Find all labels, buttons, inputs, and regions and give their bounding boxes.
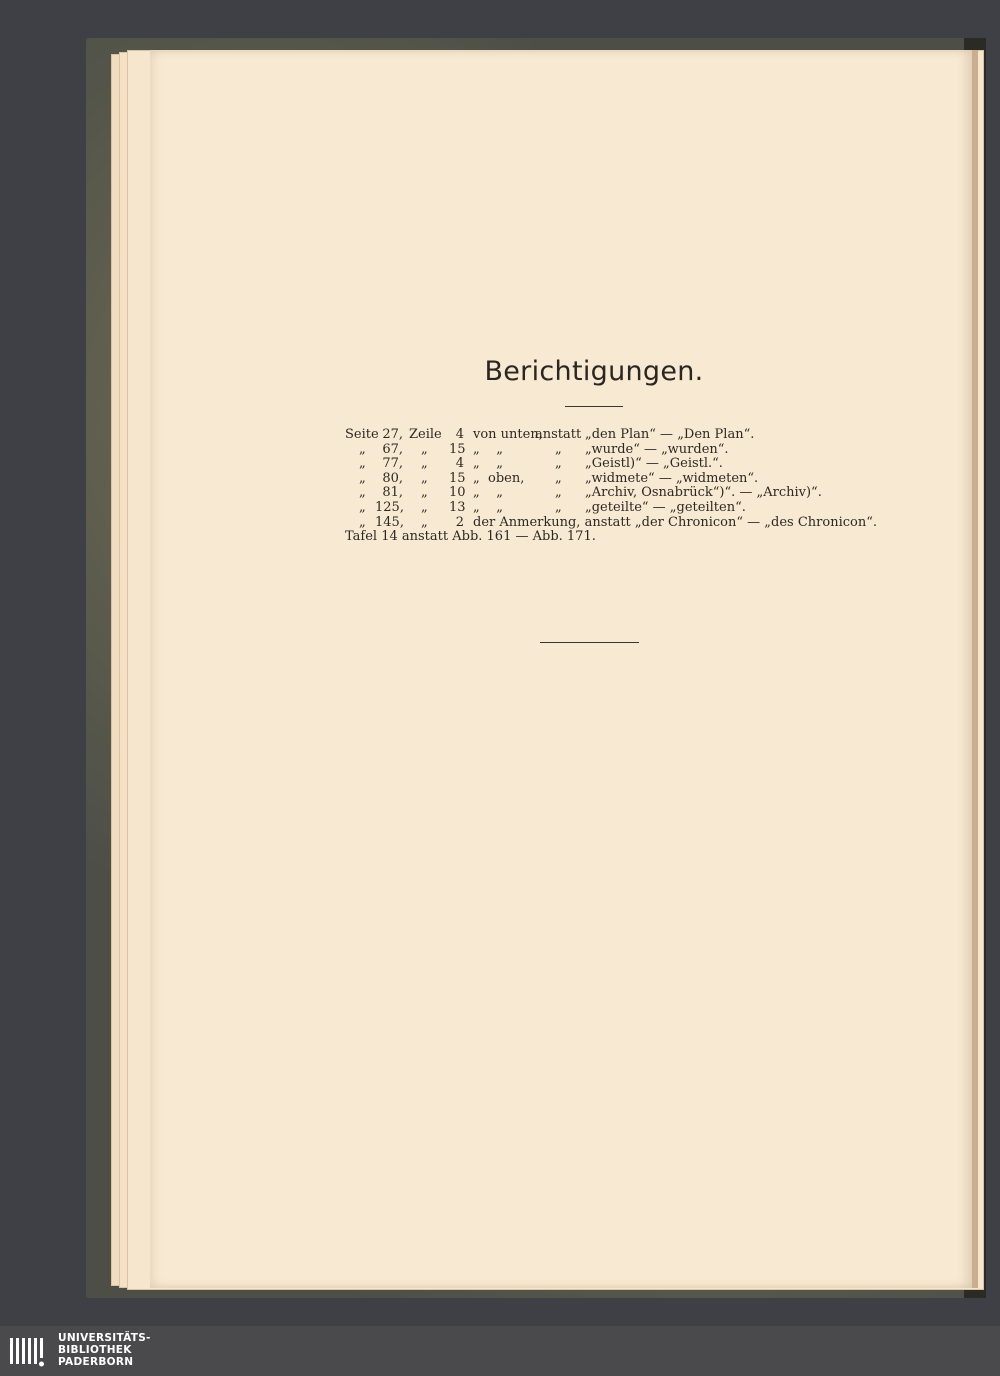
errata-row [345, 486, 905, 501]
page-gutter [972, 50, 978, 1288]
anstatt-label: „ [555, 499, 562, 515]
page-number: 80, [382, 470, 403, 486]
library-line: UNIVERSITÄTS- [58, 1332, 151, 1344]
seite-label: „ [359, 456, 366, 472]
library-footer [0, 1326, 1000, 1376]
errata-row [345, 428, 905, 443]
line-number: 15 [449, 470, 466, 486]
library-name [58, 1332, 151, 1368]
errata-row [345, 472, 905, 487]
zeile-label: „ [421, 499, 428, 515]
errata-row [345, 457, 905, 472]
seite-label: „ [359, 441, 366, 457]
position: „ „ [473, 499, 503, 515]
correction: „wurde“ — „wurden“. [585, 441, 729, 457]
errata-row [345, 516, 905, 531]
line-number: 4 [455, 456, 464, 472]
zeile-label: Zeile [409, 427, 442, 442]
anstatt-label: „ [555, 470, 562, 486]
page-number: 125, [375, 499, 404, 515]
correction: „den Plan“ — „Den Plan“. [585, 427, 755, 442]
anstatt-label: „ [555, 441, 562, 457]
page-number: 145, [375, 514, 404, 530]
errata-list [345, 428, 905, 545]
line-number: 13 [449, 499, 466, 515]
position: „ „ [473, 441, 503, 457]
correction: „Geistl)“ — „Geistl.“. [585, 456, 723, 472]
page-title: Berichtigungen. [484, 356, 704, 387]
correction: „geteilte“ — „geteilten“. [585, 499, 746, 515]
seite-label: „ [359, 470, 366, 486]
correction: „widmete“ — „widmeten“. [585, 470, 759, 486]
zeile-label: „ [421, 441, 428, 457]
zeile-label: „ [421, 514, 428, 530]
position: von unten, [473, 427, 543, 442]
line-number: 4 [455, 427, 464, 442]
library-line: PADERBORN [58, 1356, 134, 1368]
tafel-note: Tafel 14 anstatt Abb. 161 — Abb. 171. [345, 529, 596, 545]
position: „ „ [473, 485, 503, 501]
title-rule [565, 406, 623, 407]
anstatt-label: „ [555, 485, 562, 501]
page-number: 81, [382, 485, 403, 501]
line-number: 15 [449, 441, 466, 457]
zeile-label: „ [421, 485, 428, 501]
zeile-label: „ [421, 470, 428, 486]
page-number: 67, [382, 441, 403, 457]
page-number: 77, [382, 456, 403, 472]
correction: „Archiv, Osnabrück“)“. — „Archiv)“. [585, 485, 822, 501]
library-line: BIBLIOTHEK [58, 1344, 132, 1356]
line-number: 10 [449, 485, 466, 501]
book-page [150, 50, 972, 1288]
line-number: 2 [455, 514, 464, 530]
position: „ oben, [473, 470, 525, 486]
seite-label: „ [359, 499, 366, 515]
page-number: 27, [382, 427, 403, 442]
seite-label: „ [359, 514, 366, 530]
zeile-label: „ [421, 456, 428, 472]
seite-label: Seite [345, 427, 379, 442]
errata-row [345, 501, 905, 516]
position: „ „ [473, 456, 503, 472]
closing-rule [540, 642, 639, 643]
seite-label: „ [359, 485, 366, 501]
anstatt-label: „ [555, 456, 562, 472]
anstatt-label: anstatt [535, 427, 582, 442]
position: der Anmerkung, anstatt „der Chronicon“ — „des Chronicon“. [473, 514, 877, 530]
library-logo-icon [10, 1334, 50, 1370]
errata-row [345, 443, 905, 458]
